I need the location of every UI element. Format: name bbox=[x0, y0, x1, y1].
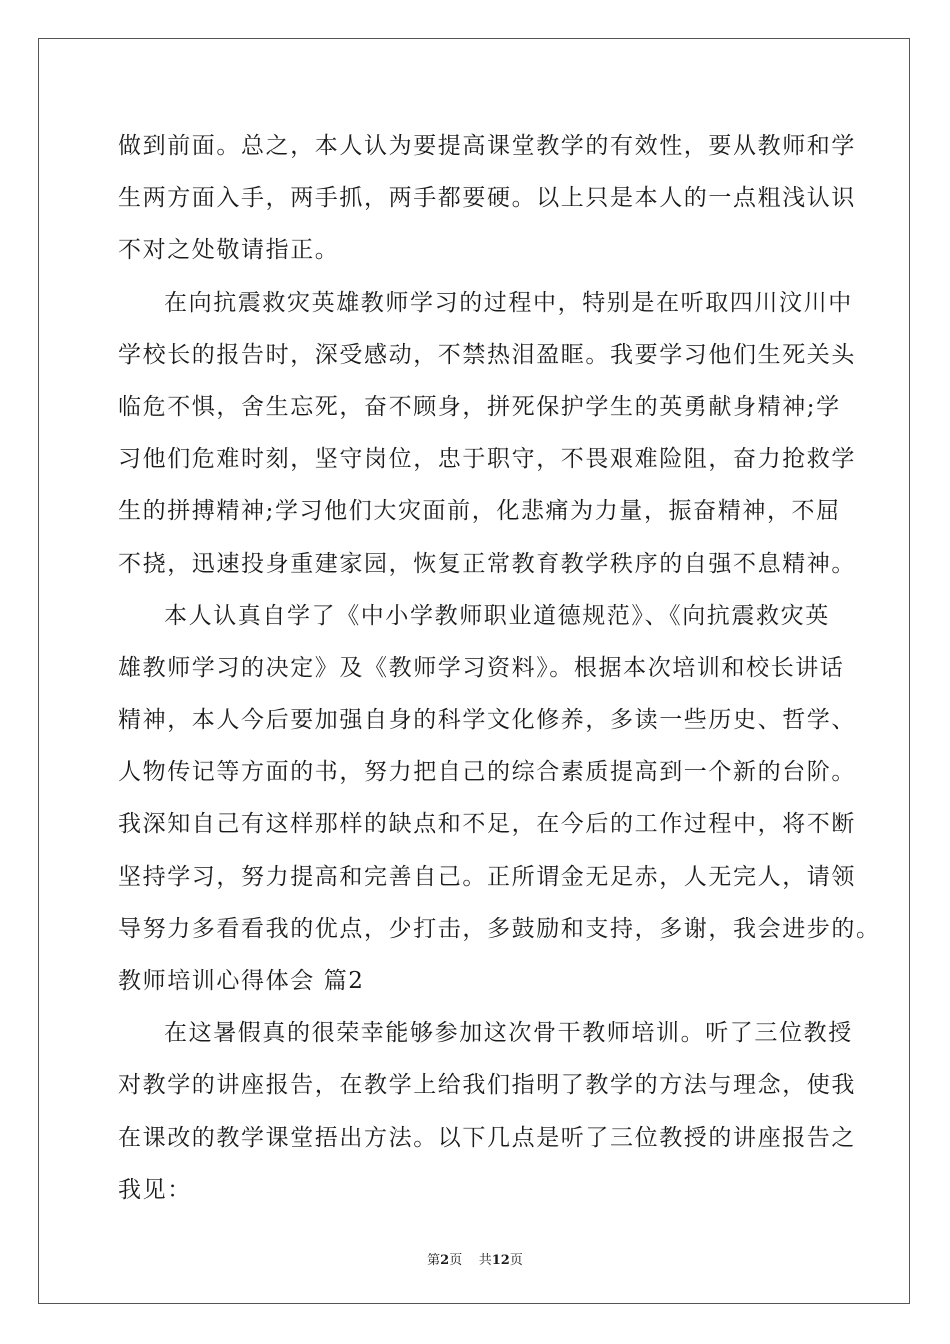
page-number-footer bbox=[0, 1249, 950, 1268]
text-line: 在课改的教学课堂捂出方法。以下几点是听了三位教授的讲座报告之 bbox=[118, 1124, 856, 1151]
text-line: 习他们危难时刻，坚守岗位，忠于职守，不畏艰难险阻，奋力抢救学 bbox=[118, 446, 856, 473]
paragraph-start-line: 在这暑假真的很荣幸能够参加这次骨干教师培训。听了三位教授 bbox=[164, 1020, 853, 1047]
text-line: 做到前面。总之，本人认为要提高课堂教学的有效性，要从教师和学 bbox=[118, 133, 856, 159]
text-line: 生两方面入手，两手抓，两手都要硬。以上只是本人的一点粗浅认识 bbox=[118, 185, 856, 212]
text-line: 坚持学习，努力提高和完善自己。正所谓金无足赤，人无完人，请领 bbox=[118, 863, 856, 890]
section-heading: 教师培训心得体会 篇2 bbox=[118, 968, 365, 994]
footer-page-prefix: 第 bbox=[427, 1253, 441, 1268]
paragraph-start-line: 本人认真自学了《中小学教师职业道德规范》、《向抗震救灾英 bbox=[164, 602, 830, 629]
text-line: 不对之处敬请指正。 bbox=[118, 237, 340, 264]
paragraph-start-line: 在向抗震救灾英雄教师学习的过程中，特别是在听取四川汶川中 bbox=[164, 289, 853, 316]
footer-page-suffix: 页 bbox=[449, 1253, 463, 1268]
text-line: 我见： bbox=[118, 1176, 192, 1203]
text-line: 雄教师学习的决定》及《教师学习资料》。根据本次培训和校长讲话 bbox=[118, 654, 845, 681]
text-line: 生的拼搏精神;学习他们大灾面前，化悲痛为力量，振奋精神，不屈 bbox=[118, 498, 841, 525]
footer-page-total: 12 bbox=[491, 1253, 510, 1268]
text-line: 学校长的报告时，深受感动，不禁热泪盈眶。我要学习他们生死关头 bbox=[118, 341, 856, 368]
text-line: 导努力多看看我的优点，少打击，多鼓励和支持，多谢，我会进步的。 bbox=[118, 915, 881, 942]
footer-page-current: 2 bbox=[440, 1253, 450, 1268]
footer-total-prefix: 共 bbox=[478, 1253, 492, 1268]
text-line: 对教学的讲座报告，在教学上给我们指明了教学的方法与理念，使我 bbox=[118, 1072, 856, 1099]
text-line: 人物传记等方面的书，努力把自己的综合素质提高到一个新的台阶。 bbox=[118, 759, 856, 786]
footer-total-suffix: 页 bbox=[509, 1253, 523, 1268]
text-line: 精神，本人今后要加强自身的科学文化修养，多读一些历史、哲学、 bbox=[118, 707, 856, 734]
document-body bbox=[118, 128, 881, 1224]
text-line: 不挠，迅速投身重建家园，恢复正常教育教学秩序的自强不息精神。 bbox=[118, 550, 856, 577]
text-line: 临危不惧，舍生忘死，奋不顾身，拼死保护学生的英勇献身精神;学 bbox=[118, 393, 841, 420]
text-line: 我深知自己有这样那样的缺点和不足，在今后的工作过程中，将不断 bbox=[118, 811, 856, 838]
